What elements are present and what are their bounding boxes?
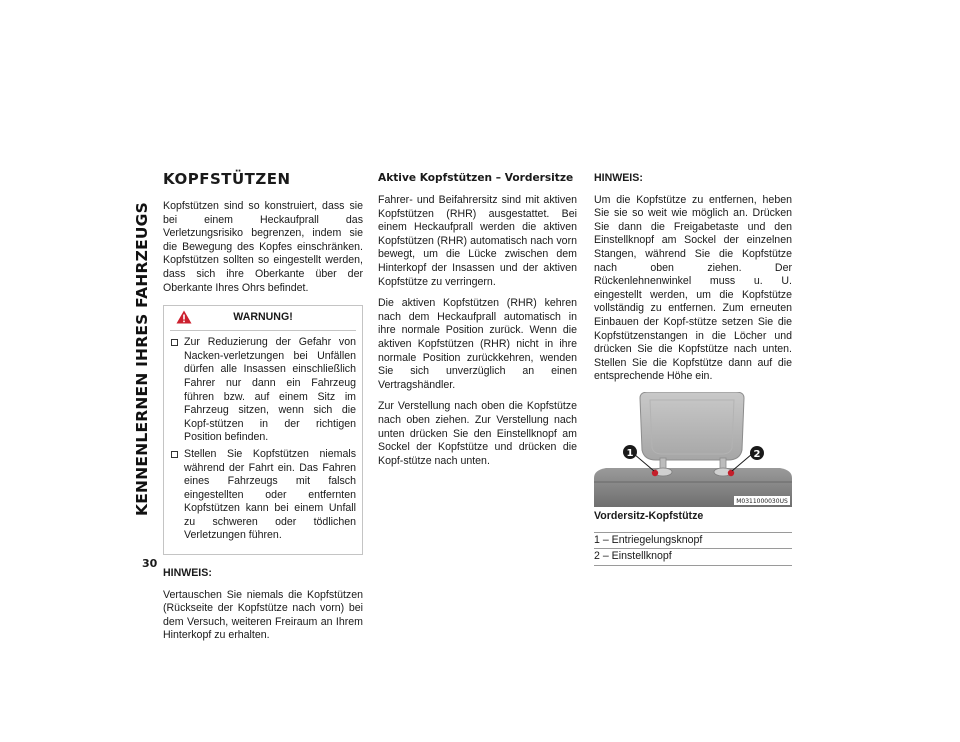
note-text: Vertauschen Sie niemals die Kopfstützen (Rückseite der Kopfstütze nach vorn) bei dem Versuch, weiteren Freiraum an Ihrem Hinterkopf zu erhalten. bbox=[163, 588, 363, 642]
warning-list bbox=[170, 336, 356, 543]
figure-caption: Vordersitz-Kopfstütze bbox=[594, 509, 704, 522]
warning-triangle-icon bbox=[176, 310, 192, 324]
warning-item bbox=[170, 336, 356, 445]
headrest-figure bbox=[594, 392, 792, 507]
note-label: HINWEIS: bbox=[163, 567, 212, 580]
legend-item: 1 – Entriegelungsknopf bbox=[594, 533, 703, 546]
callout-1-label: 1 bbox=[626, 447, 634, 459]
warning-item-text: Zur Reduzierung der Gefahr von Nacken-verletzungen bei Unfällen dürfen alle Insassen einschließlich Fahrer nur dann ein Fahrzeug führen bzw. auf einem Sitz im Fahrzeug sitzen, wenn sich die Kopf-stützen in der richtigen Position befinden. bbox=[184, 336, 356, 444]
note-label: HINWEIS: bbox=[594, 172, 643, 184]
chapter-title: KENNENLERNEN IHRES FAHRZEUGS bbox=[133, 202, 151, 516]
column-right bbox=[594, 172, 792, 566]
paragraph: Fahrer- und Beifahrersitz sind mit aktiven Kopfstützen (RHR) ausgestattet. Bei einem Heckaufprall werden die aktiven Kopfstützen (RHR) automatisch nach vorn bewegt, um die Lücke zwischen dem Hinterkopf der Insassen und der aktiven Kopfstütze zu verringern. bbox=[378, 194, 577, 288]
warning-item-text: Stellen Sie Kopfstützen niemals während der Fahrt ein. Das Fahren eines Fahrzeugs mit falsch eingestellten oder entfernten Kopfstützen kann bei einem Unfall zu schweren oder tödlichen Verletzungen führen. bbox=[184, 447, 356, 542]
figure-code: M0311000030US bbox=[736, 497, 788, 505]
square-bullet-icon bbox=[171, 339, 178, 346]
column-left bbox=[163, 170, 363, 651]
warning-box bbox=[163, 305, 363, 555]
subsection-heading: Aktive Kopfstützen – Vordersitze bbox=[378, 172, 574, 184]
intro-paragraph: Kopfstützen sind so konstruiert, dass sie bei einem Heckaufprall das Verletzungsrisiko begrenzen, indem sie die Bewegung des Kopfes einschränken. Kopfstützen sollten so eingestellt werden, dass sich ihre Oberkante über der Oberkante Ihres Ohrs befindet. bbox=[163, 200, 363, 294]
legend-item: 2 – Einstellknopf bbox=[594, 548, 792, 565]
warning-label: WARNUNG! bbox=[233, 311, 293, 324]
release-button-marker bbox=[652, 470, 658, 476]
section-title: KOPFSTÜTZEN bbox=[163, 170, 291, 188]
callout-2-label: 2 bbox=[753, 448, 761, 460]
chapter-side-tab bbox=[130, 164, 154, 554]
figure-legend bbox=[594, 532, 792, 566]
note-text: Um die Kopfstütze zu entfernen, heben Sie sie so weit wie möglich an. Drücken Sie dann die Freigabetaste und den Einstellknopf am Sockel der einzelnen Stangen, während Sie die Kopfstütze nach oben ziehen. Der Rückenlehnenwinkel muss u. U. eingestellt werden, um die Kopfstütze vollständig zu entfernen. Zum erneuten Einbauen der Kopf-stütze setzen Sie die Kopfstützenstangen in die Löcher und drücken Sie die Kopfstütze nach unten. Stellen Sie die Kopfstütze dann auf die entsprechende Höhe ein. bbox=[594, 193, 792, 383]
headrest-illustration bbox=[594, 392, 792, 507]
warning-item bbox=[170, 448, 356, 543]
adjust-button-marker bbox=[728, 470, 734, 476]
warning-header bbox=[170, 306, 356, 331]
column-middle bbox=[378, 172, 577, 476]
paragraph: Die aktiven Kopfstützen (RHR) kehren nach dem Heckaufprall automatisch in ihre normale Position zurück. Wenn die aktiven Kopfstützen (RHR) nicht in ihre normale Position zurückkehren, wenden Sie sich unverzüglich an einen Vertragshändler. bbox=[378, 297, 577, 391]
square-bullet-icon bbox=[171, 451, 178, 458]
paragraph: Zur Verstellung nach oben die Kopfstütze nach oben ziehen. Zur Verstellung nach unten drücken Sie den Einstellknopf am Sockel der Kopfstütze und drücken die Kopf-stütze nach unten. bbox=[378, 400, 577, 467]
page-number: 30 bbox=[142, 557, 158, 570]
